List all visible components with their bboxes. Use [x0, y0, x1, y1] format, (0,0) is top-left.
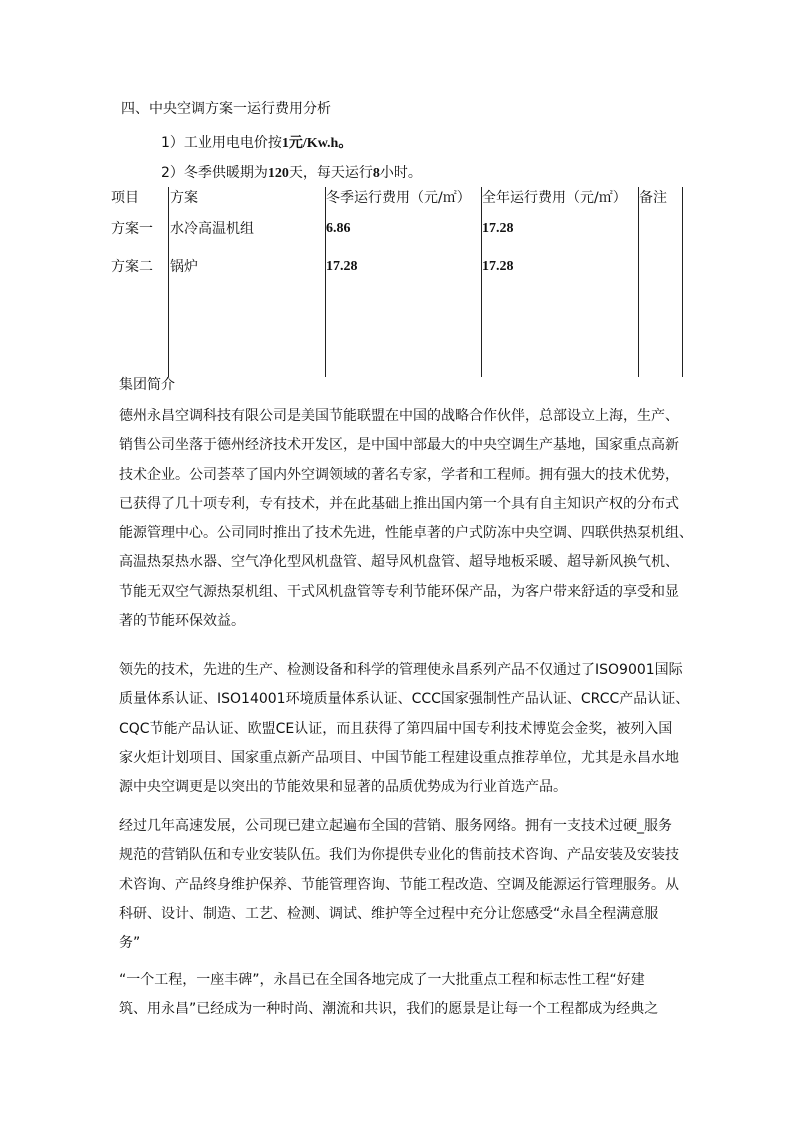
paragraph-line: 技术企业。公司荟萃了国内外空调领域的著名专家，学者和工程师。拥有强大的技术优势，: [119, 466, 679, 483]
paragraph-line: CQC节能产品认证、欧盟CE认证，而且获得了第四届中国专利技术博览会金奖，被列入国: [119, 720, 673, 737]
paragraph-line: 规范的营销队伍和专业安装队伍。我们为你提供专业化的售前技术咨询、产品安装及安装技: [119, 847, 679, 864]
note2-prefix: 2）冬季供暖期为: [161, 165, 268, 181]
section-heading: 四、中央空调方案一运行费用分析: [121, 101, 331, 117]
table-row-2-winter: 17.28: [326, 259, 358, 274]
table-header-item: 项目: [111, 190, 139, 206]
table-divider: [481, 187, 482, 377]
paragraph-line: 务”: [119, 935, 141, 952]
paragraph-line: 高温热泵热水器、空气净化型风机盘管、超导风机盘管、超导地板采暖、超导新风换气机、: [119, 554, 679, 571]
note2-suffix: 小时。: [379, 165, 422, 181]
paragraph-line: 节能无双空气源热泵机组、干式风机盘管等专利节能环保产品，为客户带来舒适的享受和显: [119, 583, 679, 600]
table-row-2-scheme: 锅炉: [170, 259, 198, 275]
note2-hours: 8: [372, 166, 380, 181]
paragraph-line: 家火炬计划项目、国家重点新产品项目、中国节能工程建设重点推荐单位，尤其是永昌水地: [119, 749, 679, 766]
paragraph-line: 科研、设计、制造、工艺、检测、调试、维护等全过程中充分让您感受“永昌全程满意服: [119, 905, 659, 922]
intro-paragraph-1: [119, 402, 694, 636]
paragraph-line: 能源管理中心。公司同时推出了技术先进，性能卓著的户式防冻中央空调、四联供热泵机组、: [119, 525, 693, 542]
table-divider: [325, 187, 326, 377]
intro-paragraph-4: [119, 966, 694, 1025]
paragraph-line: 筑、用永昌”已经成为一种时尚、潮流和共识，我们的愿景是让每一个工程都成为经典之: [119, 1001, 659, 1018]
note-electricity-price: [161, 134, 352, 153]
paragraph-line: 已获得了几十项专利，专有技术，并在此基础上推出国内第一个具有自主知识产权的分布式: [119, 495, 679, 512]
paragraph-line: 销售公司坐落于德州经济技术开发区，是中国中部最大的中央空调生产基地，国家重点高新: [119, 437, 679, 454]
note2-days: 120: [267, 166, 289, 181]
table-row-1-scheme: 水冷高温机组: [170, 221, 254, 237]
paragraph-line: 领先的技术，先进的生产、检测设备和科学的管理使永昌系列产品不仅通过了ISO9001国际: [119, 662, 683, 678]
table-header-annual-cost: 全年运行费用（元/㎡）: [482, 190, 627, 206]
intro-title: 集团简介: [119, 377, 175, 393]
intro-paragraph-2: [119, 656, 694, 802]
note1-unit: 元/Kw.h。: [288, 136, 353, 151]
intro-paragraph-3: [119, 812, 694, 958]
table-row-1-annual: 17.28: [482, 221, 514, 236]
table-header-winter-cost: 冬季运行费用（元/㎡）: [326, 190, 471, 206]
note1-value: 1: [281, 136, 289, 151]
paragraph-line: “一个工程，一座丰碑”，永昌已在全国各地完成了一大批重点工程和标志性工程“好建: [119, 972, 645, 988]
paragraph-line: 源中央空调更是以突出的节能效果和显著的品质优势成为行业首选产品。: [119, 779, 567, 796]
table-divider: [638, 187, 639, 377]
table-row-2-item: 方案二: [111, 259, 153, 275]
table-row-2-annual: 17.28: [482, 259, 514, 274]
paragraph-line: 德州永昌空调科技有限公司是美国节能联盟在中国的战略合作伙伴，总部设立上海，生产、: [119, 408, 679, 424]
table-header-remark: 备注: [639, 190, 667, 206]
paragraph-line: 著的节能环保效益。: [119, 613, 245, 630]
paragraph-line: 经过几年高速发展，公司现已建立起遍布全国的营销、服务网络。拥有一支技术过硬_服务: [119, 818, 672, 834]
note2-mid: 天，每天运行: [288, 165, 373, 181]
table-divider: [682, 187, 683, 377]
paragraph-line: 质量体系认证、ISO14001环境质量体系认证、CCC国家强制性产品认证、CRCC产品认证、: [119, 691, 690, 708]
note-heating-period: [161, 164, 422, 183]
table-header-scheme: 方案: [170, 190, 198, 206]
note1-prefix: 1）工业用电电价按: [161, 135, 282, 151]
table-row-1-winter: 6.86: [326, 221, 351, 236]
table-row-1-item: 方案一: [111, 221, 153, 237]
paragraph-line: 术咨询、产品终身维护保养、节能管理咨询、节能工程改造、空调及能源运行管理服务。从: [119, 876, 679, 893]
table-divider: [168, 187, 169, 377]
